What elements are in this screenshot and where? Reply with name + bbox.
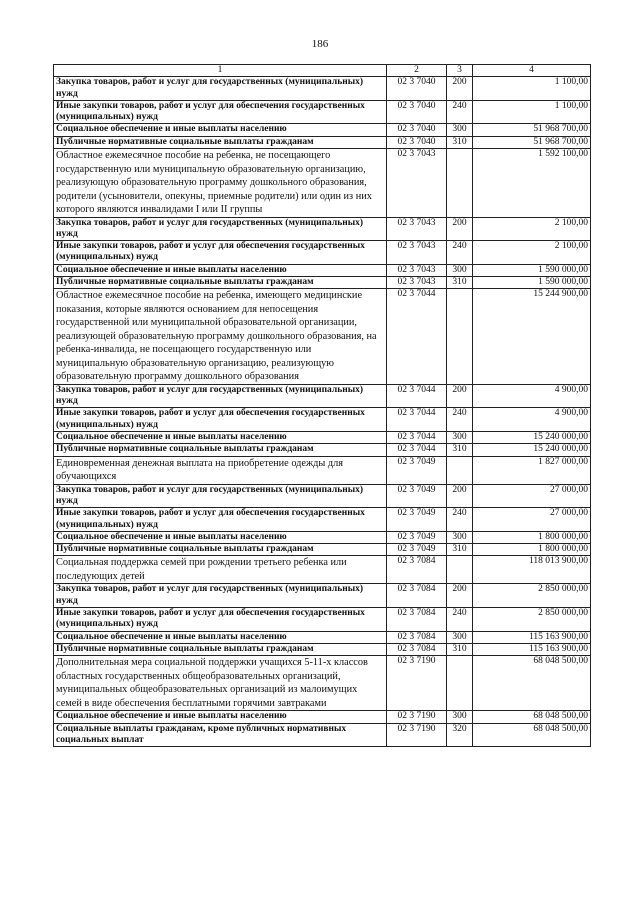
row-expense-type: 240	[447, 241, 473, 265]
row-code: 02 3 7043	[387, 241, 447, 265]
table-header-row	[54, 65, 591, 77]
header-col-1: 1	[54, 65, 387, 77]
row-name: Иные закупки товаров, работ и услуг для обеспечения государственных (муниципальных) нужд	[54, 508, 387, 532]
table-row	[54, 100, 591, 124]
row-amount: 115 163 900,00	[473, 643, 591, 655]
row-amount: 1 592 100,00	[473, 149, 591, 218]
row-amount: 15 244 900,00	[473, 289, 591, 385]
table-row	[54, 631, 591, 643]
row-name: Социальное обеспечение и иные выплаты населению	[54, 264, 387, 276]
row-expense-type: 310	[447, 544, 473, 556]
row-code: 02 3 7040	[387, 136, 447, 148]
row-code: 02 3 7049	[387, 531, 447, 543]
table-row	[54, 643, 591, 655]
row-expense-type: 300	[447, 264, 473, 276]
row-name: Единовременная денежная выплата на приобретение одежды для обучающихся	[54, 456, 387, 484]
row-amount: 118 013 900,00	[473, 556, 591, 584]
table-row	[54, 444, 591, 456]
row-name: Иные закупки товаров, работ и услуг для обеспечения государственных (муниципальных) нужд	[54, 608, 387, 632]
row-code: 02 3 7044	[387, 408, 447, 432]
row-expense-type	[447, 456, 473, 484]
row-name: Социальное обеспечение и иные выплаты населению	[54, 124, 387, 136]
row-code: 02 3 7044	[387, 384, 447, 408]
row-amount: 27 000,00	[473, 484, 591, 508]
table-row	[54, 456, 591, 484]
row-expense-type: 240	[447, 508, 473, 532]
table-row	[54, 264, 591, 276]
row-name: Публичные нормативные социальные выплаты гражданам	[54, 544, 387, 556]
row-name: Социальная поддержка семей при рождении третьего ребенка или последующих детей	[54, 556, 387, 584]
row-name: Областное ежемесячное пособие на ребенка, не посещающего государственную или муниципальную образовательную организацию, реализующую образовательную программу дошкольного образования, родители (усыновители, опекуны, приемные родители) или один из них которого являются инвалидами I или II группы	[54, 149, 387, 218]
row-amount: 2 100,00	[473, 241, 591, 265]
row-expense-type: 300	[447, 432, 473, 444]
row-amount: 1 800 000,00	[473, 544, 591, 556]
table-row	[54, 608, 591, 632]
row-code: 02 3 7049	[387, 456, 447, 484]
row-name: Социальное обеспечение и иные выплаты населению	[54, 631, 387, 643]
row-code: 02 3 7190	[387, 656, 447, 711]
row-amount: 1 100,00	[473, 100, 591, 124]
row-code: 02 3 7040	[387, 100, 447, 124]
row-amount: 27 000,00	[473, 508, 591, 532]
row-name: Публичные нормативные социальные выплаты гражданам	[54, 277, 387, 289]
row-name: Закупка товаров, работ и услуг для государственных (муниципальных) нужд	[54, 217, 387, 241]
row-amount: 115 163 900,00	[473, 631, 591, 643]
table-row	[54, 149, 591, 218]
row-amount: 2 850 000,00	[473, 608, 591, 632]
table-row	[54, 124, 591, 136]
row-amount: 51 968 700,00	[473, 124, 591, 136]
row-code: 02 3 7049	[387, 508, 447, 532]
table-row	[54, 484, 591, 508]
row-amount: 15 240 000,00	[473, 444, 591, 456]
row-name: Публичные нормативные социальные выплаты гражданам	[54, 444, 387, 456]
table-row	[54, 277, 591, 289]
row-expense-type: 300	[447, 531, 473, 543]
table-row	[54, 656, 591, 711]
row-amount: 1 100,00	[473, 77, 591, 101]
row-name: Дополнительная мера социальной поддержки учащихся 5-11-х классов областных государственных общеобразовательных организаций, муниципальных общеобразовательных организаций из малоимущих семей в виде обеспечения бесплатными горячими завтраками	[54, 656, 387, 711]
row-expense-type: 310	[447, 136, 473, 148]
row-expense-type: 240	[447, 408, 473, 432]
row-code: 02 3 7190	[387, 723, 447, 747]
row-expense-type: 200	[447, 584, 473, 608]
table-row	[54, 584, 591, 608]
table-row	[54, 556, 591, 584]
row-amount: 1 590 000,00	[473, 277, 591, 289]
row-code: 02 3 7043	[387, 149, 447, 218]
row-name: Иные закупки товаров, работ и услуг для обеспечения государственных (муниципальных) нужд	[54, 100, 387, 124]
row-code: 02 3 7043	[387, 264, 447, 276]
table-row	[54, 508, 591, 532]
row-name: Иные закупки товаров, работ и услуг для обеспечения государственных (муниципальных) нужд	[54, 408, 387, 432]
row-name: Социальные выплаты гражданам, кроме публичных нормативных социальных выплат	[54, 723, 387, 747]
table-row	[54, 217, 591, 241]
row-expense-type: 310	[447, 643, 473, 655]
row-expense-type: 200	[447, 217, 473, 241]
row-code: 02 3 7084	[387, 556, 447, 584]
table-row	[54, 531, 591, 543]
table-row	[54, 241, 591, 265]
row-name: Закупка товаров, работ и услуг для государственных (муниципальных) нужд	[54, 484, 387, 508]
row-expense-type: 200	[447, 77, 473, 101]
row-expense-type: 300	[447, 711, 473, 723]
row-amount: 68 048 500,00	[473, 723, 591, 747]
row-amount: 1 800 000,00	[473, 531, 591, 543]
table-row	[54, 77, 591, 101]
row-code: 02 3 7044	[387, 444, 447, 456]
row-code: 02 3 7084	[387, 584, 447, 608]
table-row	[54, 289, 591, 385]
row-code: 02 3 7190	[387, 711, 447, 723]
row-code: 02 3 7049	[387, 544, 447, 556]
table-row	[54, 136, 591, 148]
table-row	[54, 408, 591, 432]
row-expense-type: 200	[447, 384, 473, 408]
row-expense-type: 240	[447, 100, 473, 124]
row-expense-type	[447, 289, 473, 385]
row-code: 02 3 7084	[387, 643, 447, 655]
row-code: 02 3 7049	[387, 484, 447, 508]
row-amount: 68 048 500,00	[473, 711, 591, 723]
row-amount: 4 900,00	[473, 384, 591, 408]
row-amount: 1 590 000,00	[473, 264, 591, 276]
row-expense-type: 320	[447, 723, 473, 747]
row-name: Закупка товаров, работ и услуг для государственных (муниципальных) нужд	[54, 584, 387, 608]
page-number: 186	[311, 38, 329, 50]
table-row	[54, 723, 591, 747]
row-code: 02 3 7043	[387, 277, 447, 289]
row-amount: 68 048 500,00	[473, 656, 591, 711]
row-amount: 4 900,00	[473, 408, 591, 432]
row-name: Социальное обеспечение и иные выплаты населению	[54, 432, 387, 444]
row-amount: 51 968 700,00	[473, 136, 591, 148]
row-code: 02 3 7040	[387, 77, 447, 101]
table-row	[54, 432, 591, 444]
row-expense-type: 200	[447, 484, 473, 508]
row-name: Закупка товаров, работ и услуг для государственных (муниципальных) нужд	[54, 77, 387, 101]
budget-table	[53, 64, 591, 747]
row-expense-type: 310	[447, 277, 473, 289]
row-expense-type	[447, 656, 473, 711]
table-row	[54, 544, 591, 556]
row-code: 02 3 7043	[387, 217, 447, 241]
header-col-2: 2	[387, 65, 447, 77]
row-code: 02 3 7040	[387, 124, 447, 136]
row-expense-type	[447, 149, 473, 218]
row-name: Публичные нормативные социальные выплаты гражданам	[54, 136, 387, 148]
row-expense-type: 240	[447, 608, 473, 632]
row-code: 02 3 7044	[387, 432, 447, 444]
row-name: Социальное обеспечение и иные выплаты населению	[54, 531, 387, 543]
row-name: Публичные нормативные социальные выплаты гражданам	[54, 643, 387, 655]
row-amount: 15 240 000,00	[473, 432, 591, 444]
table-row	[54, 711, 591, 723]
row-name: Социальное обеспечение и иные выплаты населению	[54, 711, 387, 723]
row-name: Областное ежемесячное пособие на ребенка, имеющего медицинские показания, которые являются основанием для непосещения государственной или муниципальной образовательной организации, реализующей образовательную программу дошкольного образования, на ребенка-инвалида, не посещающего государственную или муниципальную образовательную организацию, реализующую образовательную программу дошкольного образования	[54, 289, 387, 385]
row-name: Закупка товаров, работ и услуг для государственных (муниципальных) нужд	[54, 384, 387, 408]
row-amount: 2 850 000,00	[473, 584, 591, 608]
row-expense-type: 300	[447, 631, 473, 643]
row-code: 02 3 7084	[387, 608, 447, 632]
row-expense-type	[447, 556, 473, 584]
table-body	[54, 77, 591, 747]
row-expense-type: 310	[447, 444, 473, 456]
row-code: 02 3 7084	[387, 631, 447, 643]
row-amount: 1 827 000,00	[473, 456, 591, 484]
row-amount: 2 100,00	[473, 217, 591, 241]
header-col-4: 4	[473, 65, 591, 77]
row-expense-type: 300	[447, 124, 473, 136]
row-code: 02 3 7044	[387, 289, 447, 385]
row-name: Иные закупки товаров, работ и услуг для обеспечения государственных (муниципальных) нужд	[54, 241, 387, 265]
table-row	[54, 384, 591, 408]
header-col-3: 3	[447, 65, 473, 77]
